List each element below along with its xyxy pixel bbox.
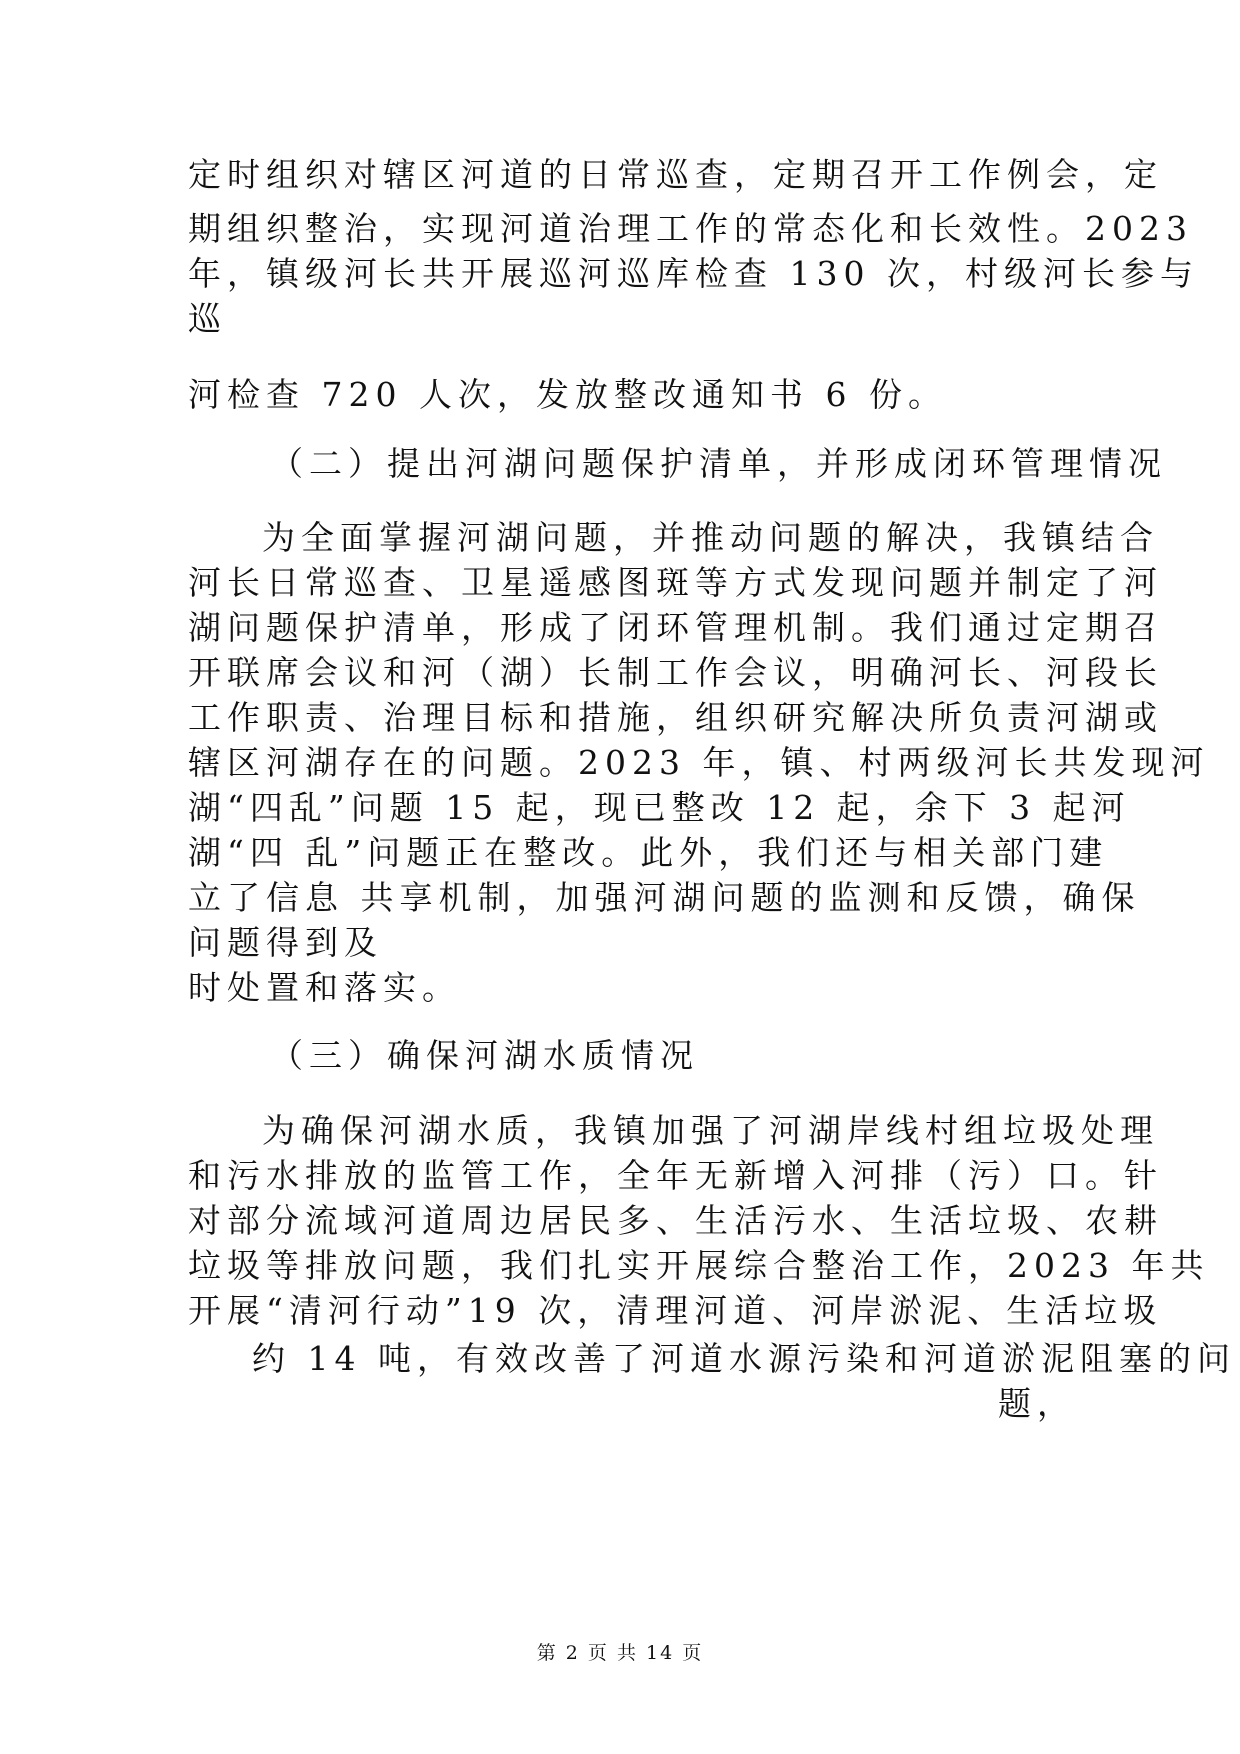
text-line: 河长日常巡查、卫星遥感图斑等方式发现问题并制定了河 bbox=[188, 563, 1163, 602]
section-heading: （三）确保河湖水质情况 bbox=[270, 1036, 699, 1075]
text-line: 时处置和落实。 bbox=[188, 968, 461, 1007]
text-line: 题， bbox=[998, 1384, 1076, 1423]
text-line: 工作职责、治理目标和措施，组织研究解决所负责河湖或 bbox=[188, 698, 1163, 737]
text-line: 年，镇级河长共开展巡河巡库检查 130 次，村级河长参与 bbox=[188, 254, 1199, 293]
text-line: 开展“清河行动”19 次，清理河道、河岸淤泥、生活垃圾 bbox=[188, 1291, 1163, 1330]
text-line: 湖问题保护清单，形成了闭环管理机制。我们通过定期召 bbox=[188, 608, 1163, 647]
text-line: 期组织整治，实现河道治理工作的常态化和长效性。2023 bbox=[188, 209, 1193, 248]
text-line: 定时组织对辖区河道的日常巡查，定期召开工作例会，定 bbox=[188, 155, 1163, 194]
text-line: 湖“四乱”问题 15 起，现已整改 12 起，余下 3 起河 bbox=[188, 788, 1131, 827]
text-line: 问题得到及 bbox=[188, 923, 383, 962]
section-heading: （二）提出河湖问题保护清单，并形成闭环管理情况 bbox=[270, 444, 1167, 483]
paragraph-first-line: 为确保河湖水质，我镇加强了河湖岸线村组垃圾处理 bbox=[262, 1111, 1159, 1150]
page-footer: 第 2 页 共 14 页 bbox=[536, 1642, 704, 1664]
text-line: 约 14 吨，有效改善了河道水源污染和河道淤泥阻塞的问 bbox=[252, 1339, 1236, 1378]
text-line: 垃圾等排放问题，我们扎实开展综合整治工作，2023 年共 bbox=[188, 1246, 1210, 1285]
text-line: 和污水排放的监管工作，全年无新增入河排（污）口。针 bbox=[188, 1156, 1163, 1195]
text-line: 河检查 720 人次，发放整改通知书 6 份。 bbox=[188, 375, 947, 414]
paragraph-first-line: 为全面掌握河湖问题，并推动问题的解决，我镇结合 bbox=[262, 518, 1159, 557]
text-line: 巡 bbox=[188, 299, 227, 338]
text-line: 立了信息 共享机制，加强河湖问题的监测和反馈，确保 bbox=[188, 878, 1141, 917]
text-line: 辖区河湖存在的问题。2023 年，镇、村两级河长共发现河 bbox=[188, 743, 1210, 782]
text-line: 对部分流域河道周边居民多、生活污水、生活垃圾、农耕 bbox=[188, 1201, 1163, 1240]
text-line: 开联席会议和河（湖）长制工作会议，明确河长、河段长 bbox=[188, 653, 1163, 692]
text-line: 湖“四 乱”问题正在整改。此外，我们还与相关部门建 bbox=[188, 833, 1109, 872]
